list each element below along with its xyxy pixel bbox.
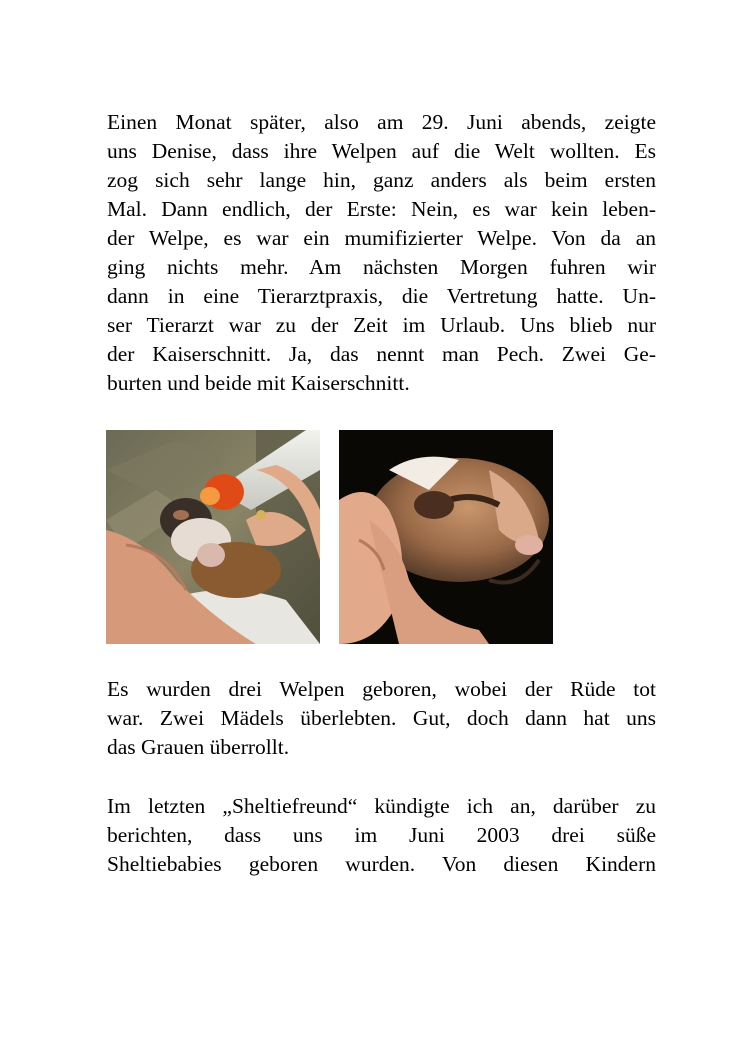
text-line: berichten, dass uns im Juni 2003 drei süße	[107, 823, 656, 847]
text-line: das Grauen überrollt.	[107, 735, 290, 759]
paragraph-sheltiefreund	[107, 792, 656, 879]
text-line: Im letzten „Sheltiefreund“ kündigte ich an, darüber zu	[107, 794, 656, 818]
text-line: Es wurden drei Welpen geboren, wobei der Rüde tot	[107, 677, 656, 701]
paragraph-birth-story	[107, 108, 656, 398]
text-line: ging nichts mehr. Am nächsten Morgen fuhren wir	[107, 255, 656, 279]
photo-puppy-in-hand	[339, 430, 553, 644]
text-line: der Welpe, es war ein mumifizierter Welpe. Von da an	[107, 226, 656, 250]
text-line: uns Denise, dass ihre Welpen auf die Welt wollten. Es	[107, 139, 656, 163]
text-line: Mal. Dann endlich, der Erste: Nein, es war kein leben-	[107, 197, 656, 221]
text-line: Sheltiebabies geboren wurden. Von diesen Kindern	[107, 852, 656, 876]
text-line: war. Zwei Mädels überlebten. Gut, doch dann hat uns	[107, 706, 656, 730]
paragraph-puppies-born	[107, 675, 656, 762]
text-line: zog sich sehr lange hin, ganz anders als beim ersten	[107, 168, 656, 192]
photo-puppy-bottle-feeding	[106, 430, 320, 644]
text-line: burten und beide mit Kaiserschnitt.	[107, 371, 410, 395]
text-line: der Kaiserschnitt. Ja, das nennt man Pech. Zwei Ge-	[107, 342, 656, 366]
text-line: dann in eine Tierarztpraxis, die Vertretung hatte. Un-	[107, 284, 656, 308]
text-line: ser Tierarzt war zu der Zeit im Urlaub. Uns blieb nur	[107, 313, 656, 337]
text-line: Einen Monat später, also am 29. Juni abends, zeigte	[107, 110, 656, 134]
